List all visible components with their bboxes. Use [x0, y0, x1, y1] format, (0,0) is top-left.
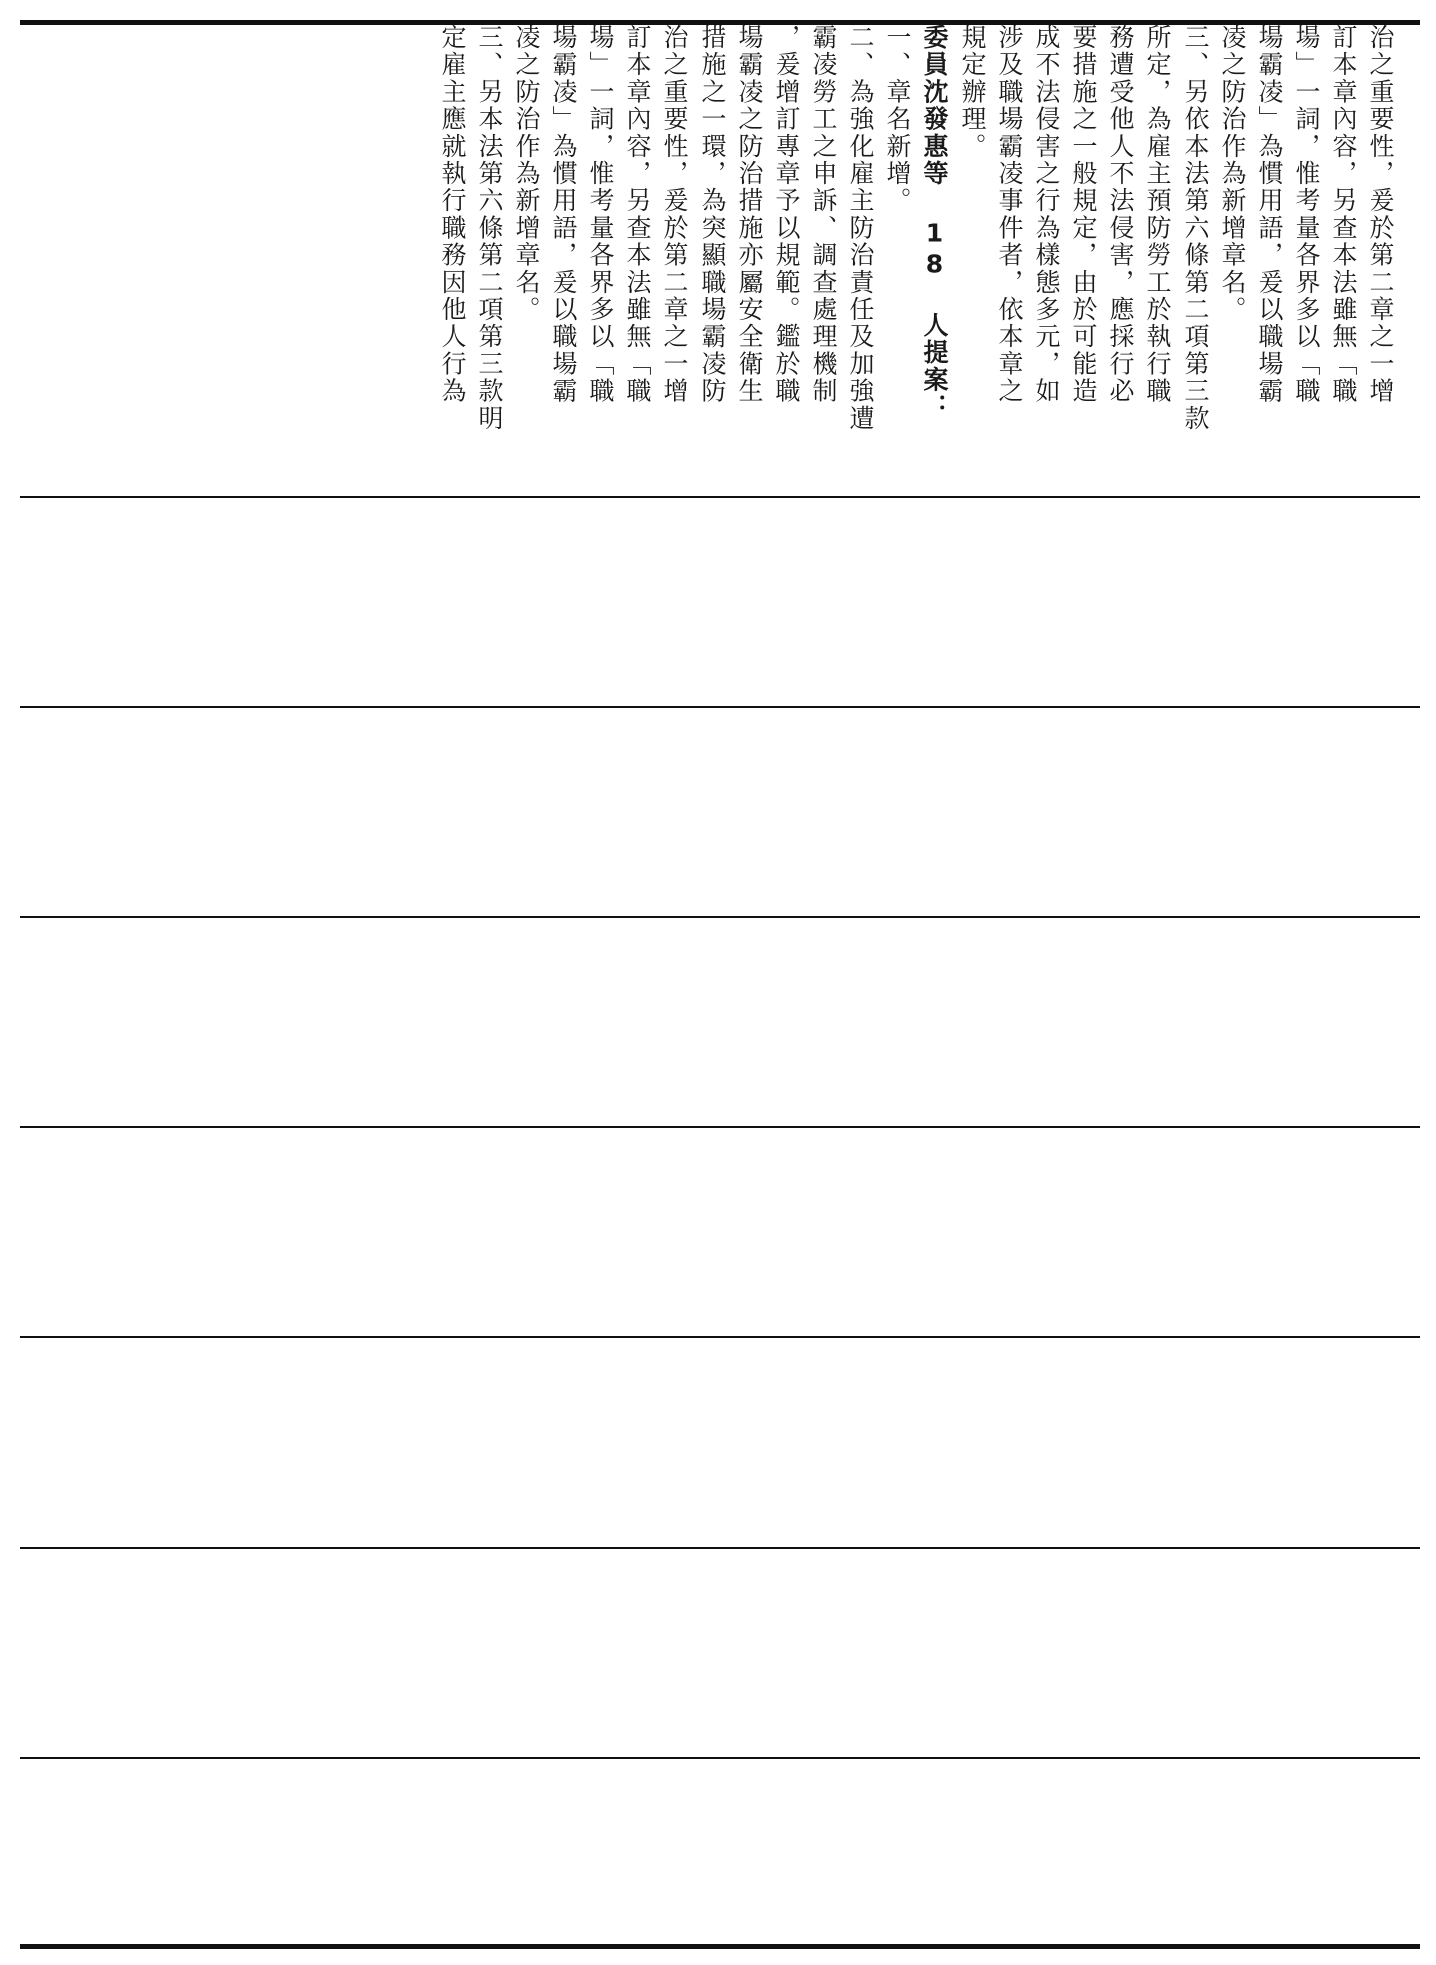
text-column: 務遭受他人不法侵害，應採行必	[1106, 24, 1135, 405]
text-column: 涉及職場霸凌事件者，依本章之	[995, 24, 1024, 405]
text-column: 治之重要性，爰於第二章之一增	[660, 24, 689, 405]
text-column: 措施之一環，為突顯職場霸凌防	[698, 24, 727, 405]
empty-table-row	[20, 1759, 1420, 1944]
text-column: 三、另本法第六條第二項第三款明	[475, 24, 504, 432]
text-column: ，爰增訂專章予以規範。鑑於職	[772, 24, 801, 405]
vertical-text-cell	[20, 24, 1420, 494]
text-column: 規定辦理。	[958, 24, 987, 160]
empty-table-row	[20, 1338, 1420, 1546]
text-column: 二、為強化雇主防治責任及加強遭	[846, 24, 875, 432]
bottom-border	[20, 1944, 1420, 1949]
text-column: 一、章名新增。	[883, 24, 912, 215]
text-column: 訂本章內容，另查本法雖無「職	[623, 24, 652, 405]
proposal-heading: 委員沈發惠等 18 人提案：	[920, 24, 949, 421]
text-column: 所定，為雇主預防勞工於執行職	[1143, 24, 1172, 405]
empty-table-row	[20, 1128, 1420, 1336]
text-column: 凌之防治作為新增章名。	[512, 24, 541, 324]
text-column: 場」一詞，惟考量各界多以「職	[1292, 24, 1321, 405]
text-column: 場」一詞，惟考量各界多以「職	[586, 24, 615, 405]
text-column: 場霸凌之防治措施亦屬安全衛生	[735, 24, 764, 405]
text-column: 定雇主應就執行職務因他人行為	[438, 24, 467, 405]
empty-table-row	[20, 498, 1420, 706]
empty-table-row	[20, 918, 1420, 1126]
empty-table-row	[20, 708, 1420, 916]
text-column: 三、另依本法第六條第二項第三款	[1181, 24, 1210, 432]
text-column: 凌之防治作為新增章名。	[1218, 24, 1247, 324]
empty-table-row	[20, 1549, 1420, 1757]
text-column: 霸凌勞工之申訴、調查處理機制	[809, 24, 838, 405]
text-column: 場霸凌」為慣用語，爰以職場霸	[1255, 24, 1284, 405]
text-column: 成不法侵害之行為樣態多元，如	[1032, 24, 1061, 405]
text-column: 要措施之一般規定，由於可能造	[1069, 24, 1098, 405]
text-column: 治之重要性，爰於第二章之一增	[1366, 24, 1395, 405]
text-column: 場霸凌」為慣用語，爰以職場霸	[549, 24, 578, 405]
text-column: 訂本章內容，另查本法雖無「職	[1329, 24, 1358, 405]
